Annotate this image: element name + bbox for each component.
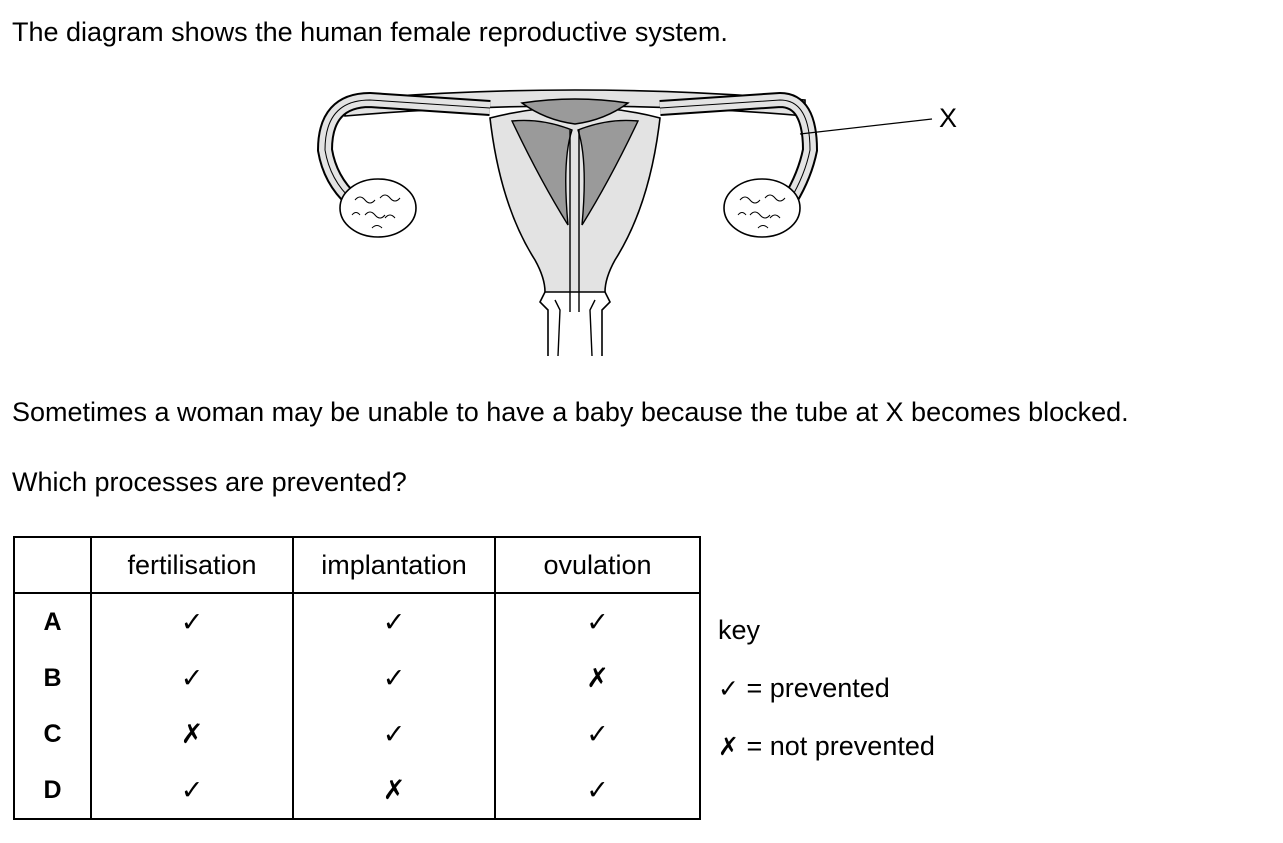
header-implantation: implantation (293, 537, 495, 593)
header-ovulation: ovulation (495, 537, 700, 593)
key-title: key (718, 615, 761, 645)
table-cell: ✓ (91, 593, 293, 650)
header-blank (14, 537, 91, 593)
table-cell: ✓ (293, 706, 495, 762)
option-label: B (14, 650, 91, 706)
key-not-prevented-text: = not prevented (746, 731, 935, 761)
label-x-line (800, 119, 932, 134)
key-prevented (718, 672, 890, 705)
table-cell: ✓ (293, 593, 495, 650)
uterus-wall (490, 107, 660, 292)
context-text: Sometimes a woman may be unable to have a baby because the tube at X becomes blocked. (12, 397, 1129, 427)
option-label: C (14, 706, 91, 762)
table-cell: ✓ (91, 650, 293, 706)
answer-table (13, 536, 701, 820)
table-cell: ✓ (495, 706, 700, 762)
vagina (555, 300, 595, 356)
cervix (540, 292, 610, 356)
table-row (14, 593, 700, 650)
reproductive-system-diagram (300, 80, 980, 370)
label-x: X (939, 103, 958, 133)
table-cell: ✓ (495, 593, 700, 650)
key-not-prevented (718, 730, 935, 763)
table-cell: ✗ (91, 706, 293, 762)
table-row (14, 762, 700, 819)
ovary-right (724, 179, 800, 237)
table-header-row (14, 537, 700, 593)
table-cell: ✗ (293, 762, 495, 819)
header-fertilisation: fertilisation (91, 537, 293, 593)
table-row (14, 650, 700, 706)
cross-icon: ✗ (718, 732, 739, 761)
table-row (14, 706, 700, 762)
table-cell: ✓ (495, 762, 700, 819)
table-cell: ✓ (91, 762, 293, 819)
key-prevented-text: = prevented (746, 673, 890, 703)
question-text: Which processes are prevented? (12, 467, 407, 497)
ovary-left (340, 179, 416, 237)
check-icon: ✓ (718, 674, 739, 703)
option-label: D (14, 762, 91, 819)
table-cell: ✗ (495, 650, 700, 706)
table-cell: ✓ (293, 650, 495, 706)
intro-text: The diagram shows the human female reproductive system. (12, 17, 728, 47)
option-label: A (14, 593, 91, 650)
